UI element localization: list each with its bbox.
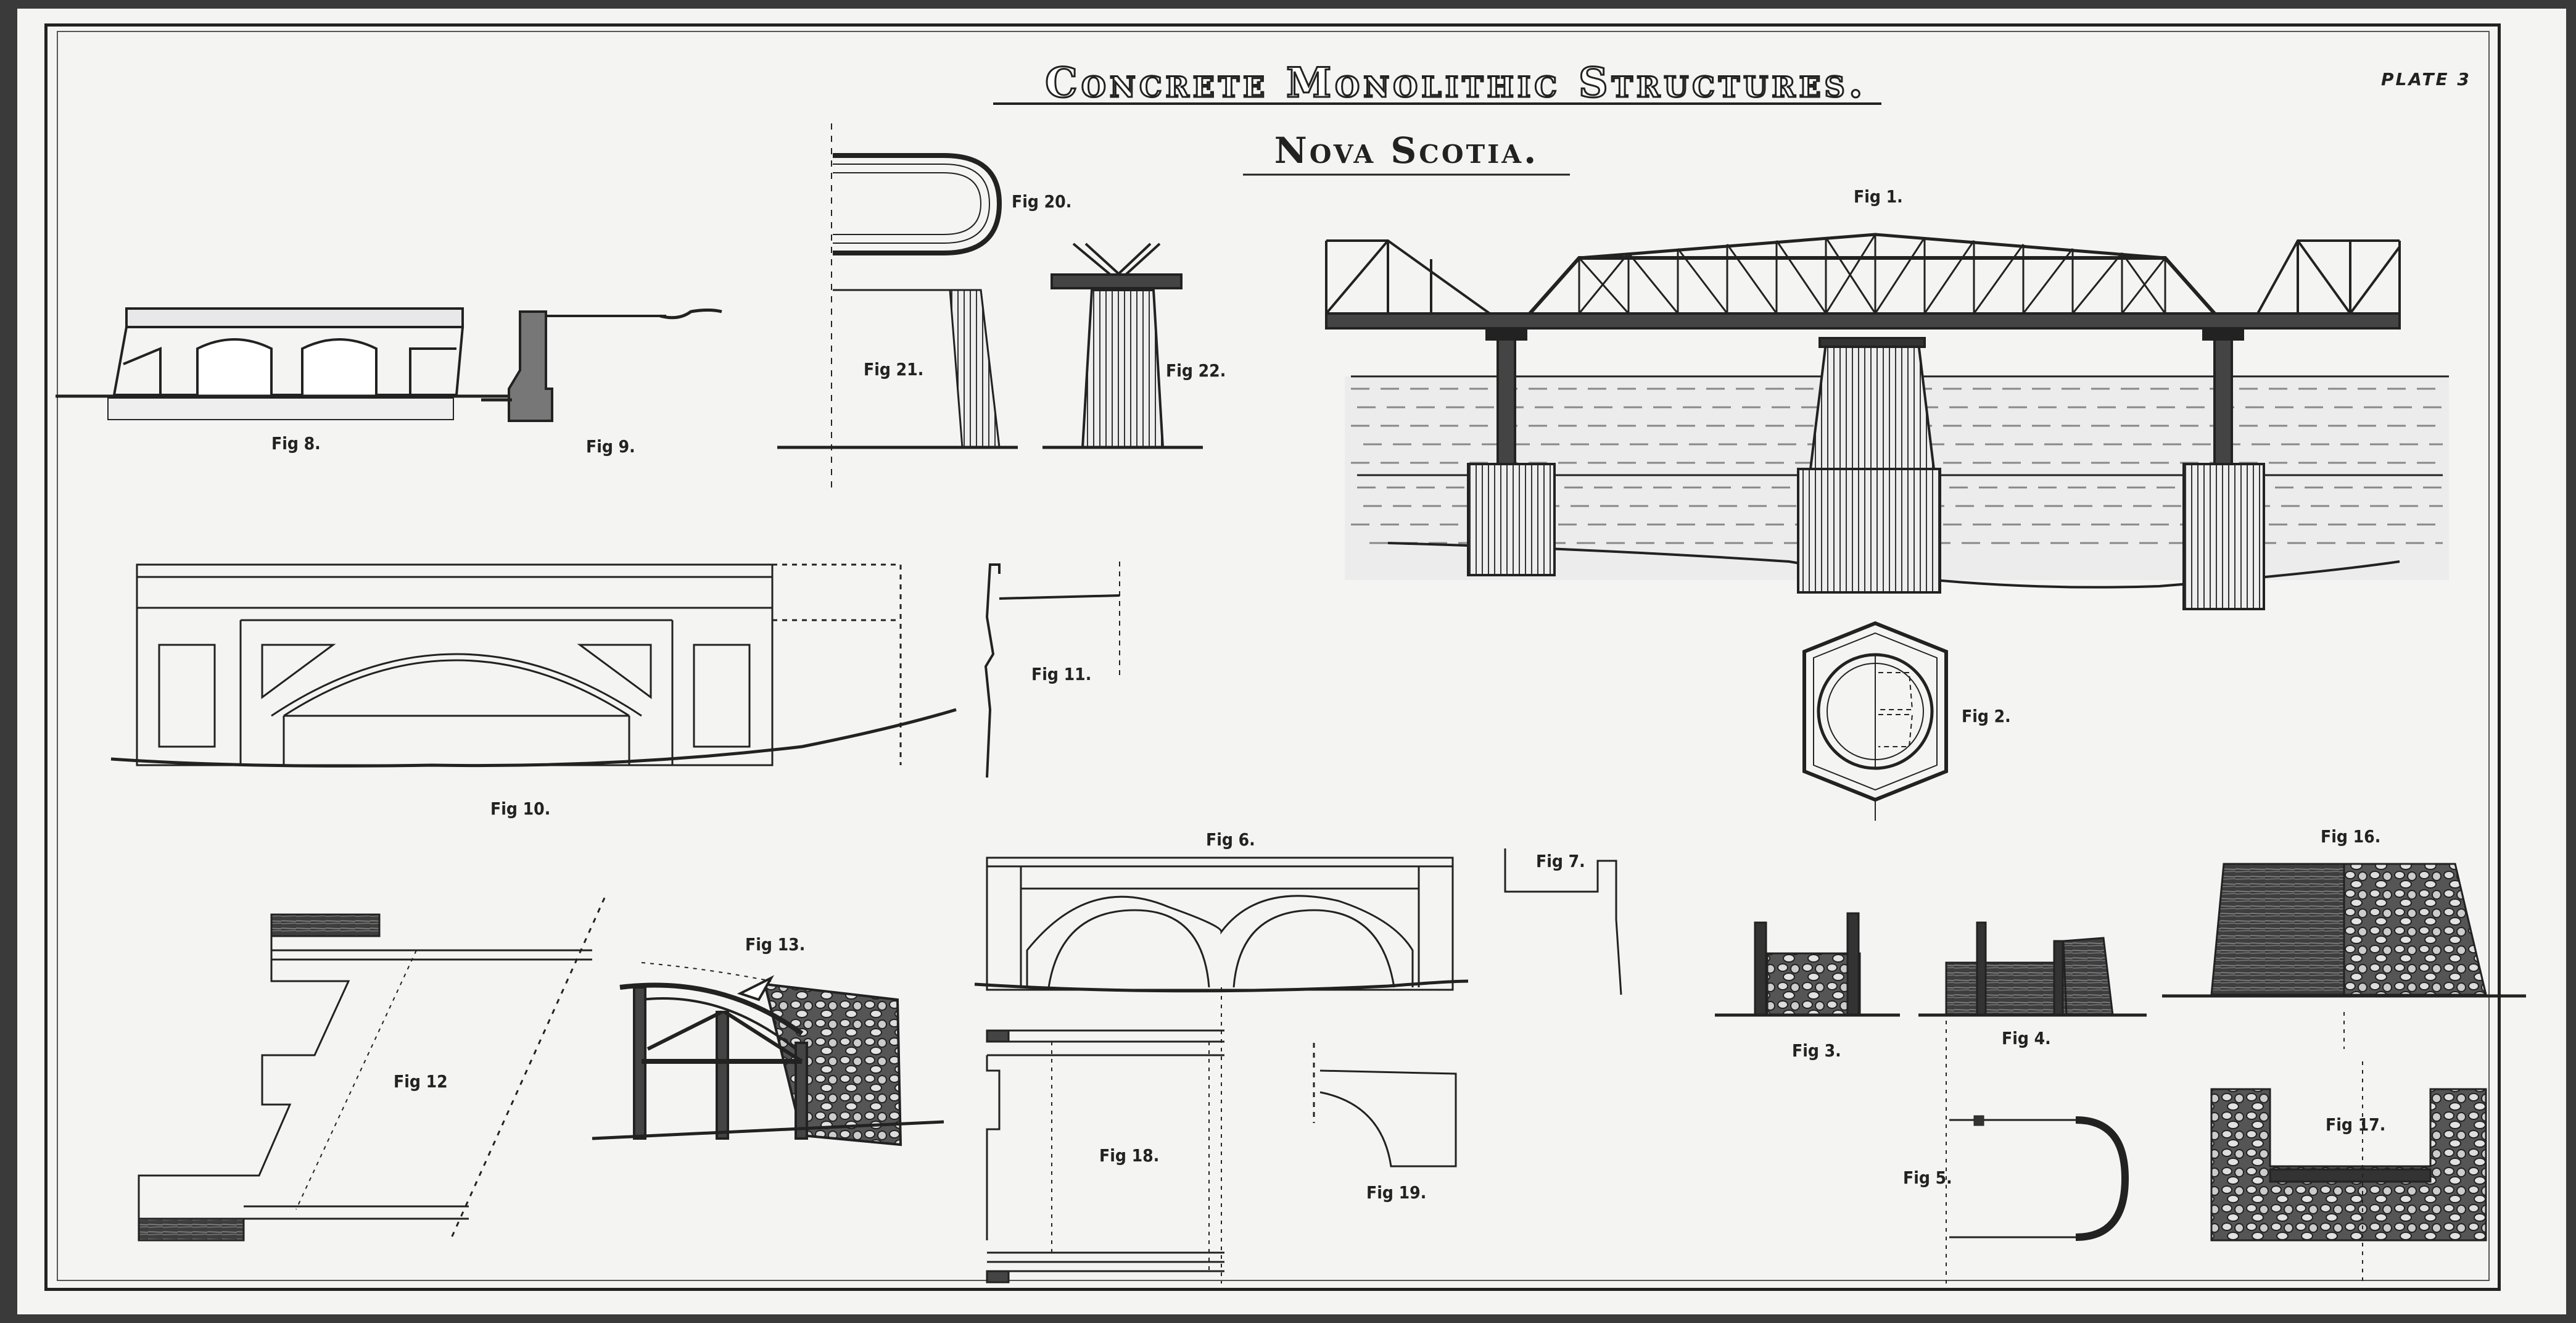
- fig6-twin-arch: [975, 858, 1468, 991]
- fig13-formwork: [592, 963, 944, 1145]
- fig7-label: Fig 7.: [1536, 851, 1585, 871]
- fig21-label: Fig 21.: [864, 359, 924, 379]
- fig22-label: Fig 22.: [1166, 360, 1226, 381]
- fig3-label: Fig 3.: [1792, 1040, 1841, 1061]
- fig12-wingwall-plan: [139, 898, 605, 1240]
- fig8-arcade-wall: [56, 309, 512, 420]
- fig19-label: Fig 19.: [1366, 1182, 1427, 1203]
- fig3-cofferdam: [1715, 913, 1900, 1015]
- fig9-wall-section: [481, 310, 722, 421]
- fig2-pier-plan: [1804, 623, 1946, 821]
- fig20-label: Fig 20.: [1012, 191, 1072, 212]
- fig5-u-plan: [1946, 1012, 2125, 1284]
- fig19-wing-profile: [1314, 1043, 1456, 1166]
- plate-title: Concrete Monolithic Structures.: [1045, 59, 1867, 107]
- fig1-label: Fig 1.: [1854, 186, 1903, 207]
- fig1-truss-bridge: [1326, 234, 2449, 609]
- fig10-arch-bridge: [111, 565, 956, 766]
- plate-subtitle: Nova Scotia.: [1274, 130, 1539, 172]
- fig10-label: Fig 10.: [490, 798, 551, 819]
- fig17-masonry-plan: [2211, 1061, 2486, 1284]
- fig2-label: Fig 2.: [1962, 706, 2011, 726]
- fig13-label: Fig 13.: [745, 934, 806, 955]
- fig11-label: Fig 11.: [1031, 664, 1092, 684]
- fig16-masonry-pier: [2162, 864, 2526, 1049]
- fig4-label: Fig 4.: [2002, 1028, 2051, 1048]
- fig6-label: Fig 6.: [1206, 829, 1255, 850]
- fig12-label: Fig 12: [394, 1071, 448, 1092]
- fig8-label: Fig 8.: [271, 433, 321, 454]
- fig5-label: Fig 5.: [1903, 1167, 1952, 1188]
- fig4-sheeting: [1918, 923, 2147, 1015]
- fig22-pier-elevation: [1042, 244, 1203, 447]
- fig9-label: Fig 9.: [586, 436, 635, 457]
- fig18-label: Fig 18.: [1099, 1145, 1160, 1166]
- fig18-abutment-plan: [987, 987, 1224, 1284]
- fig17-label: Fig 17.: [2326, 1114, 2386, 1135]
- plate-number: PLATE 3: [2381, 69, 2471, 89]
- fig16-label: Fig 16.: [2321, 826, 2381, 847]
